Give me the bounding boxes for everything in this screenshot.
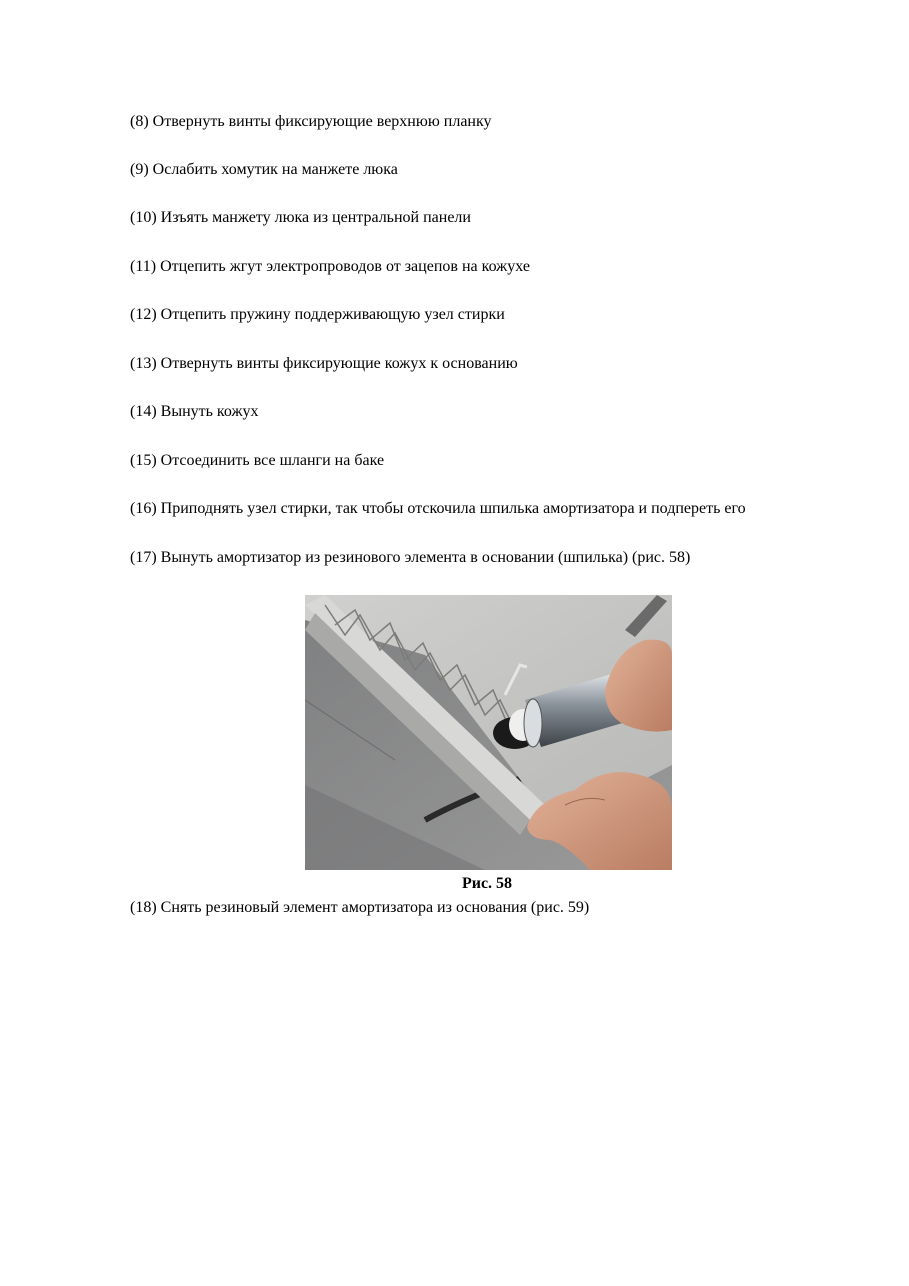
step-17: (17) Вынуть амортизатор из резинового элемента в основании (шпилька) (рис. 58) <box>130 549 691 566</box>
step-8: (8) Отвернуть винты фиксирующие верхнюю планку <box>130 113 492 130</box>
step-9: (9) Ослабить хомутик на манжете люка <box>130 161 398 178</box>
step-16: (16) Приподнять узел стирки, так чтобы отскочила шпилька амортизатора и подпереть его <box>130 500 746 517</box>
step-10: (10) Изъять манжету люка из центральной панели <box>130 209 471 226</box>
step-13: (13) Отвернуть винты фиксирующие кожух к основанию <box>130 355 518 372</box>
step-11: (11) Отцепить жгут электропроводов от зацепов на кожухе <box>130 258 530 275</box>
figure-photo <box>305 595 672 870</box>
shock-absorber-photo-illustration <box>305 595 672 870</box>
step-12: (12) Отцепить пружину поддерживающую узел стирки <box>130 306 505 323</box>
step-14: (14) Вынуть кожух <box>130 403 259 420</box>
step-18: (18) Снять резиновый элемент амортизатора из основания (рис. 59) <box>130 899 590 916</box>
step-15: (15) Отсоединить все шланги на баке <box>130 452 385 469</box>
figure-caption: Рис. 58 <box>461 875 513 892</box>
